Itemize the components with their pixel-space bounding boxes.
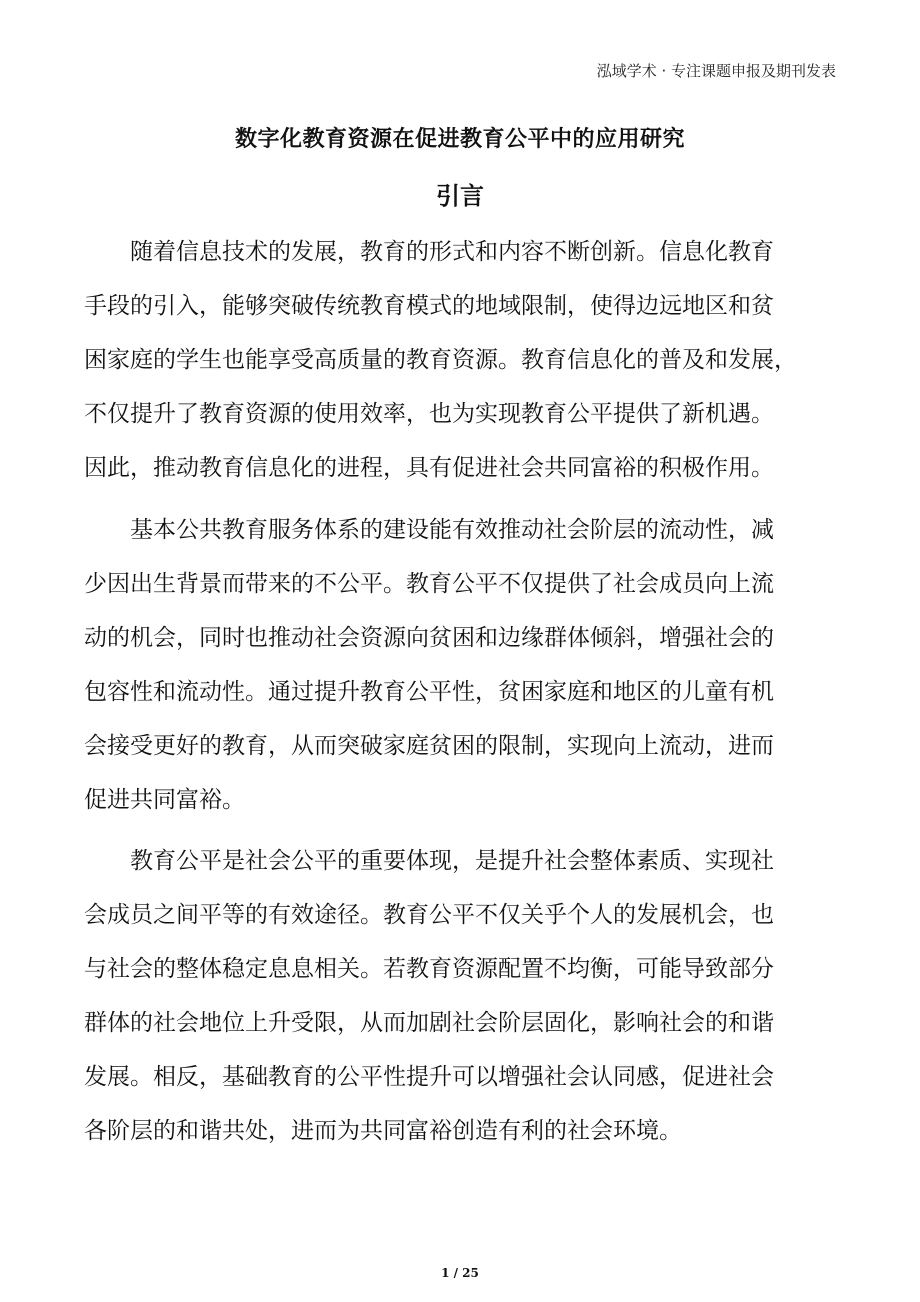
paragraph-line: 教育公平是社会公平的重要体现，是提升社会整体素质、实现社 <box>130 848 774 874</box>
paragraph-line: 群体的社会地位上升受限，从而加剧社会阶层固化，影响社会的和谐 <box>84 1010 774 1036</box>
paragraph-line: 因此，推动教育信息化的进程，具有促进社会共同富裕的积极作用。 <box>84 455 774 481</box>
section-heading: 引言 <box>436 182 484 210</box>
paragraph-line: 会接受更好的教育，从而突破家庭贫困的限制，实现向上流动，进而 <box>84 733 774 759</box>
paragraph-line: 促进共同富裕。 <box>84 787 245 813</box>
paragraph-3 <box>84 834 844 1158</box>
paragraph-1 <box>84 225 844 495</box>
paragraph-line: 会成员之间平等的有效途径。教育公平不仅关乎个人的发展机会，也 <box>84 902 774 928</box>
paragraph-line: 随着信息技术的发展，教育的形式和内容不断创新。信息化教育 <box>130 239 774 265</box>
paragraph-line: 动的机会，同时也推动社会资源向贫困和边缘群体倾斜，增强社会的 <box>84 625 774 651</box>
paragraph-line: 困家庭的学生也能享受高质量的教育资源。教育信息化的普及和发展， <box>84 347 797 373</box>
document-title: 数字化教育资源在促进教育公平中的应用研究 <box>234 127 685 152</box>
header-note: 泓域学术 · 专注课题申报及期刊发表 <box>596 62 836 80</box>
paragraph-line: 与社会的整体稳定息息相关。若教育资源配置不均衡，可能导致部分 <box>84 956 774 982</box>
paragraph-line: 基本公共教育服务体系的建设能有效推动社会阶层的流动性，减 <box>130 517 774 543</box>
paragraph-line: 少因出生背景而带来的不公平。教育公平不仅提供了社会成员向上流 <box>84 571 774 597</box>
paragraph-line: 手段的引入，能够突破传统教育模式的地域限制，使得边远地区和贫 <box>84 293 774 319</box>
paragraph-2 <box>84 503 844 827</box>
paragraph-line: 包容性和流动性。通过提升教育公平性，贫困家庭和地区的儿童有机 <box>84 679 774 705</box>
page-number: 1 / 25 <box>441 1266 479 1280</box>
paragraph-line: 各阶层的和谐共处，进而为共同富裕创造有利的社会环境。 <box>84 1118 682 1144</box>
paragraph-line: 发展。相反，基础教育的公平性提升可以增强社会认同感，促进社会 <box>84 1064 774 1090</box>
paragraph-line: 不仅提升了教育资源的使用效率，也为实现教育公平提供了新机遇。 <box>84 401 774 427</box>
